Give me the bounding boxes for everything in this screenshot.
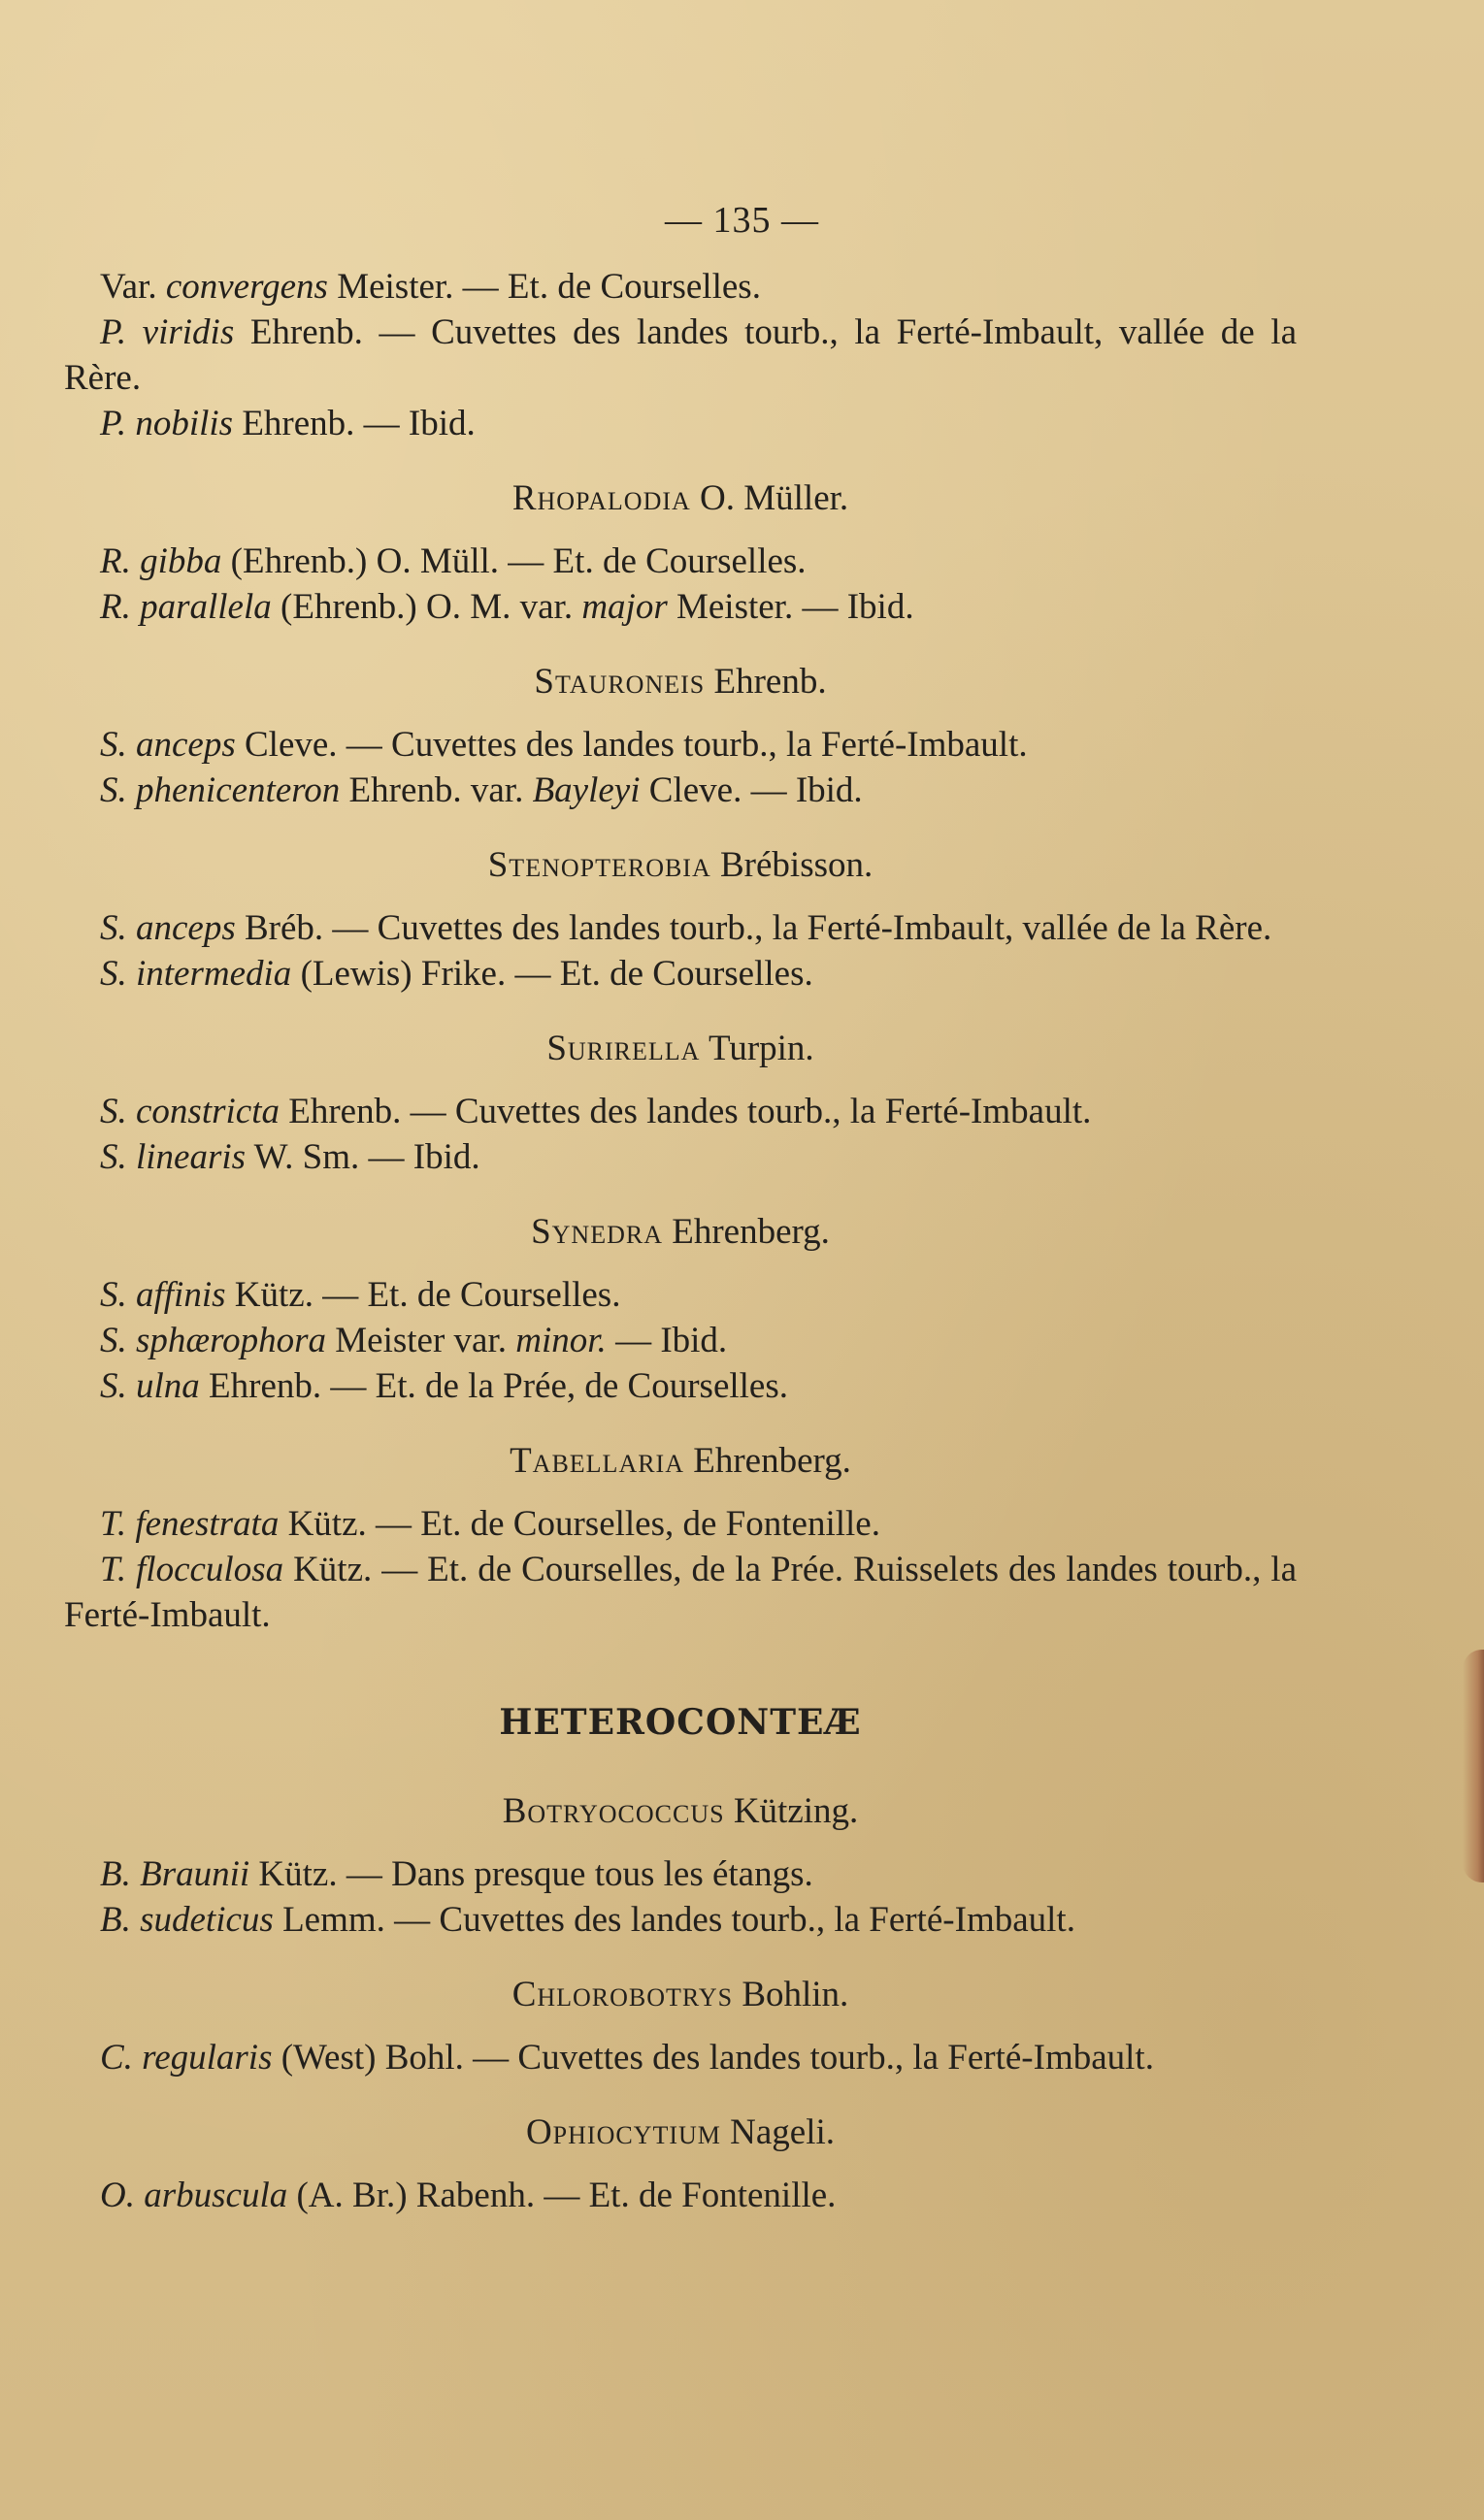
page-number: — 135 —: [665, 200, 819, 241]
species-name: Bayleyi: [532, 770, 641, 810]
entry-text: Ehrenb. — Cuvettes des landes tourb., la Ferté-Imbault, vallée de la Rère.: [64, 312, 1297, 398]
species-entry: [64, 768, 1297, 813]
entry-text: Meister. — Et. de Courselles.: [327, 267, 761, 307]
genus-author: Ehrenberg.: [663, 1212, 830, 1252]
entry-text: Lemm. — Cuvettes des landes tourb., la Ferté-Imbault.: [273, 1900, 1075, 1940]
species-name: S. sphærophora: [100, 1321, 327, 1360]
entry-text: (A. Br.) Rabenh. — Et. de Fontenille.: [287, 2176, 837, 2215]
species-entry: [64, 722, 1297, 768]
species-name: S. linearis: [100, 1137, 247, 1177]
species-name: convergens: [165, 267, 328, 307]
entry-text: W. Sm. — Ibid.: [246, 1137, 480, 1177]
entry-text: Ehrenb. — Et. de la Prée, de Courselles.: [199, 1366, 788, 1406]
species-entry: [64, 1851, 1297, 1897]
entry-text: Ehrenb. var.: [340, 770, 533, 810]
genus-header: [64, 842, 1297, 888]
entry-text: (Ehrenb.) O. M. var.: [271, 587, 582, 627]
page-content: [64, 264, 1297, 2218]
entry-text: Ehrenb. — Ibid.: [233, 404, 476, 443]
species-entry: [64, 1134, 1297, 1180]
genus-author: Kützing.: [724, 1791, 859, 1831]
entry-text: (West) Bohl. — Cuvettes des landes tourb., la Ferté-Imbault.: [272, 2038, 1154, 2078]
entry-text: Meister. — Ibid.: [667, 587, 914, 627]
species-entry: [64, 1089, 1297, 1134]
genus-header: [64, 1972, 1297, 2017]
genus-author: O. Müller.: [690, 478, 849, 518]
species-name: S. anceps: [100, 908, 236, 948]
species-entry: [64, 1897, 1297, 1943]
genus-header: [64, 475, 1297, 521]
species-entry: [64, 401, 1297, 446]
species-name: C. regularis: [100, 2038, 273, 2078]
species-entry: [64, 2173, 1297, 2218]
genus-name: Stauroneis: [534, 662, 706, 702]
genus-name: Surirella: [546, 1029, 701, 1068]
species-entry: [64, 1547, 1297, 1638]
entry-text: Ehrenb. — Cuvettes des landes tourb., la Ferté-Imbault.: [279, 1092, 1092, 1131]
species-entry: [64, 584, 1297, 630]
genus-header: [64, 659, 1297, 704]
genus-name: Rhopalodia: [511, 478, 691, 518]
species-name: B. sudeticus: [100, 1900, 274, 1940]
genus-name: Chlorobotrys: [511, 1975, 734, 2014]
species-entry: [64, 951, 1297, 997]
entry-text: Cleve. — Cuvettes des landes tourb., la Ferté-Imbault.: [235, 725, 1028, 765]
genus-header: [64, 1788, 1297, 1834]
entry-text: Meister var.: [326, 1321, 516, 1360]
genus-header: [64, 1438, 1297, 1484]
species-name: O. arbuscula: [100, 2176, 288, 2215]
genus-header: [64, 2110, 1297, 2155]
species-name: P. viridis: [100, 312, 235, 352]
genus-name: Synedra: [531, 1212, 663, 1252]
genus-author: Ehrenberg.: [684, 1441, 851, 1481]
species-entry: [64, 264, 1297, 310]
species-name: major: [581, 587, 668, 627]
genus-name: Tabellaria: [510, 1441, 684, 1481]
species-entry: [64, 1272, 1297, 1318]
species-name: R. gibba: [100, 541, 222, 581]
species-name: S. affinis: [100, 1275, 226, 1315]
entry-text: Kütz. — Dans presque tous les étangs.: [249, 1854, 813, 1894]
genus-header: [64, 1209, 1297, 1255]
species-name: S. ulna: [100, 1366, 200, 1406]
section-title: HETEROCONTEÆ: [499, 1702, 862, 1743]
species-name: S. phenicenteron: [100, 770, 341, 810]
entry-text: Cleve. — Ibid.: [640, 770, 863, 810]
genus-name: Stenopterobia: [487, 845, 711, 885]
species-name: B. Braunii: [100, 1854, 250, 1894]
genus-name: Botryococcus: [502, 1791, 725, 1831]
entry-text: Bréb. — Cuvettes des landes tourb., la Ferté-Imbault, vallée de la Rère.: [235, 908, 1272, 948]
species-entry: [64, 1363, 1297, 1409]
species-name: T. fenestrata: [100, 1504, 280, 1544]
species-entry: [64, 539, 1297, 584]
species-name: T. flocculosa: [100, 1550, 284, 1589]
entry-text: Var.: [100, 267, 166, 307]
thumb-shadow: [1463, 1650, 1484, 1882]
species-name: minor.: [515, 1321, 607, 1360]
entry-text: — Ibid.: [606, 1321, 728, 1360]
genus-header: [64, 1026, 1297, 1071]
genus-author: Brébisson.: [710, 845, 874, 885]
species-name: P. nobilis: [100, 404, 234, 443]
genus-name: Ophiocytium: [525, 2112, 721, 2152]
species-name: S. constricta: [100, 1092, 280, 1131]
species-entry: [64, 905, 1297, 951]
genus-author: Turpin.: [700, 1029, 814, 1068]
entry-text: Kütz. — Et. de Courselles, de la Prée. Ruisselets des landes tourb., la Ferté-Imbault.: [64, 1550, 1297, 1635]
species-entry: [64, 1501, 1297, 1547]
species-entry: [64, 1318, 1297, 1363]
entry-text: (Lewis) Frike. — Et. de Courselles.: [291, 954, 813, 994]
genus-author: Bohlin.: [733, 1975, 849, 2014]
entry-text: (Ehrenb.) O. Müll. — Et. de Courselles.: [221, 541, 807, 581]
entry-text: Kütz. — Et. de Courselles, de Fontenille.: [279, 1504, 880, 1544]
species-name: S. anceps: [100, 725, 236, 765]
species-name: R. parallela: [100, 587, 272, 627]
species-name: S. intermedia: [100, 954, 292, 994]
species-entry: [64, 310, 1297, 401]
genus-author: Ehrenb.: [705, 662, 827, 702]
genus-author: Nageli.: [720, 2112, 836, 2152]
entry-text: Kütz. — Et. de Courselles.: [225, 1275, 621, 1315]
species-entry: [64, 2035, 1297, 2080]
